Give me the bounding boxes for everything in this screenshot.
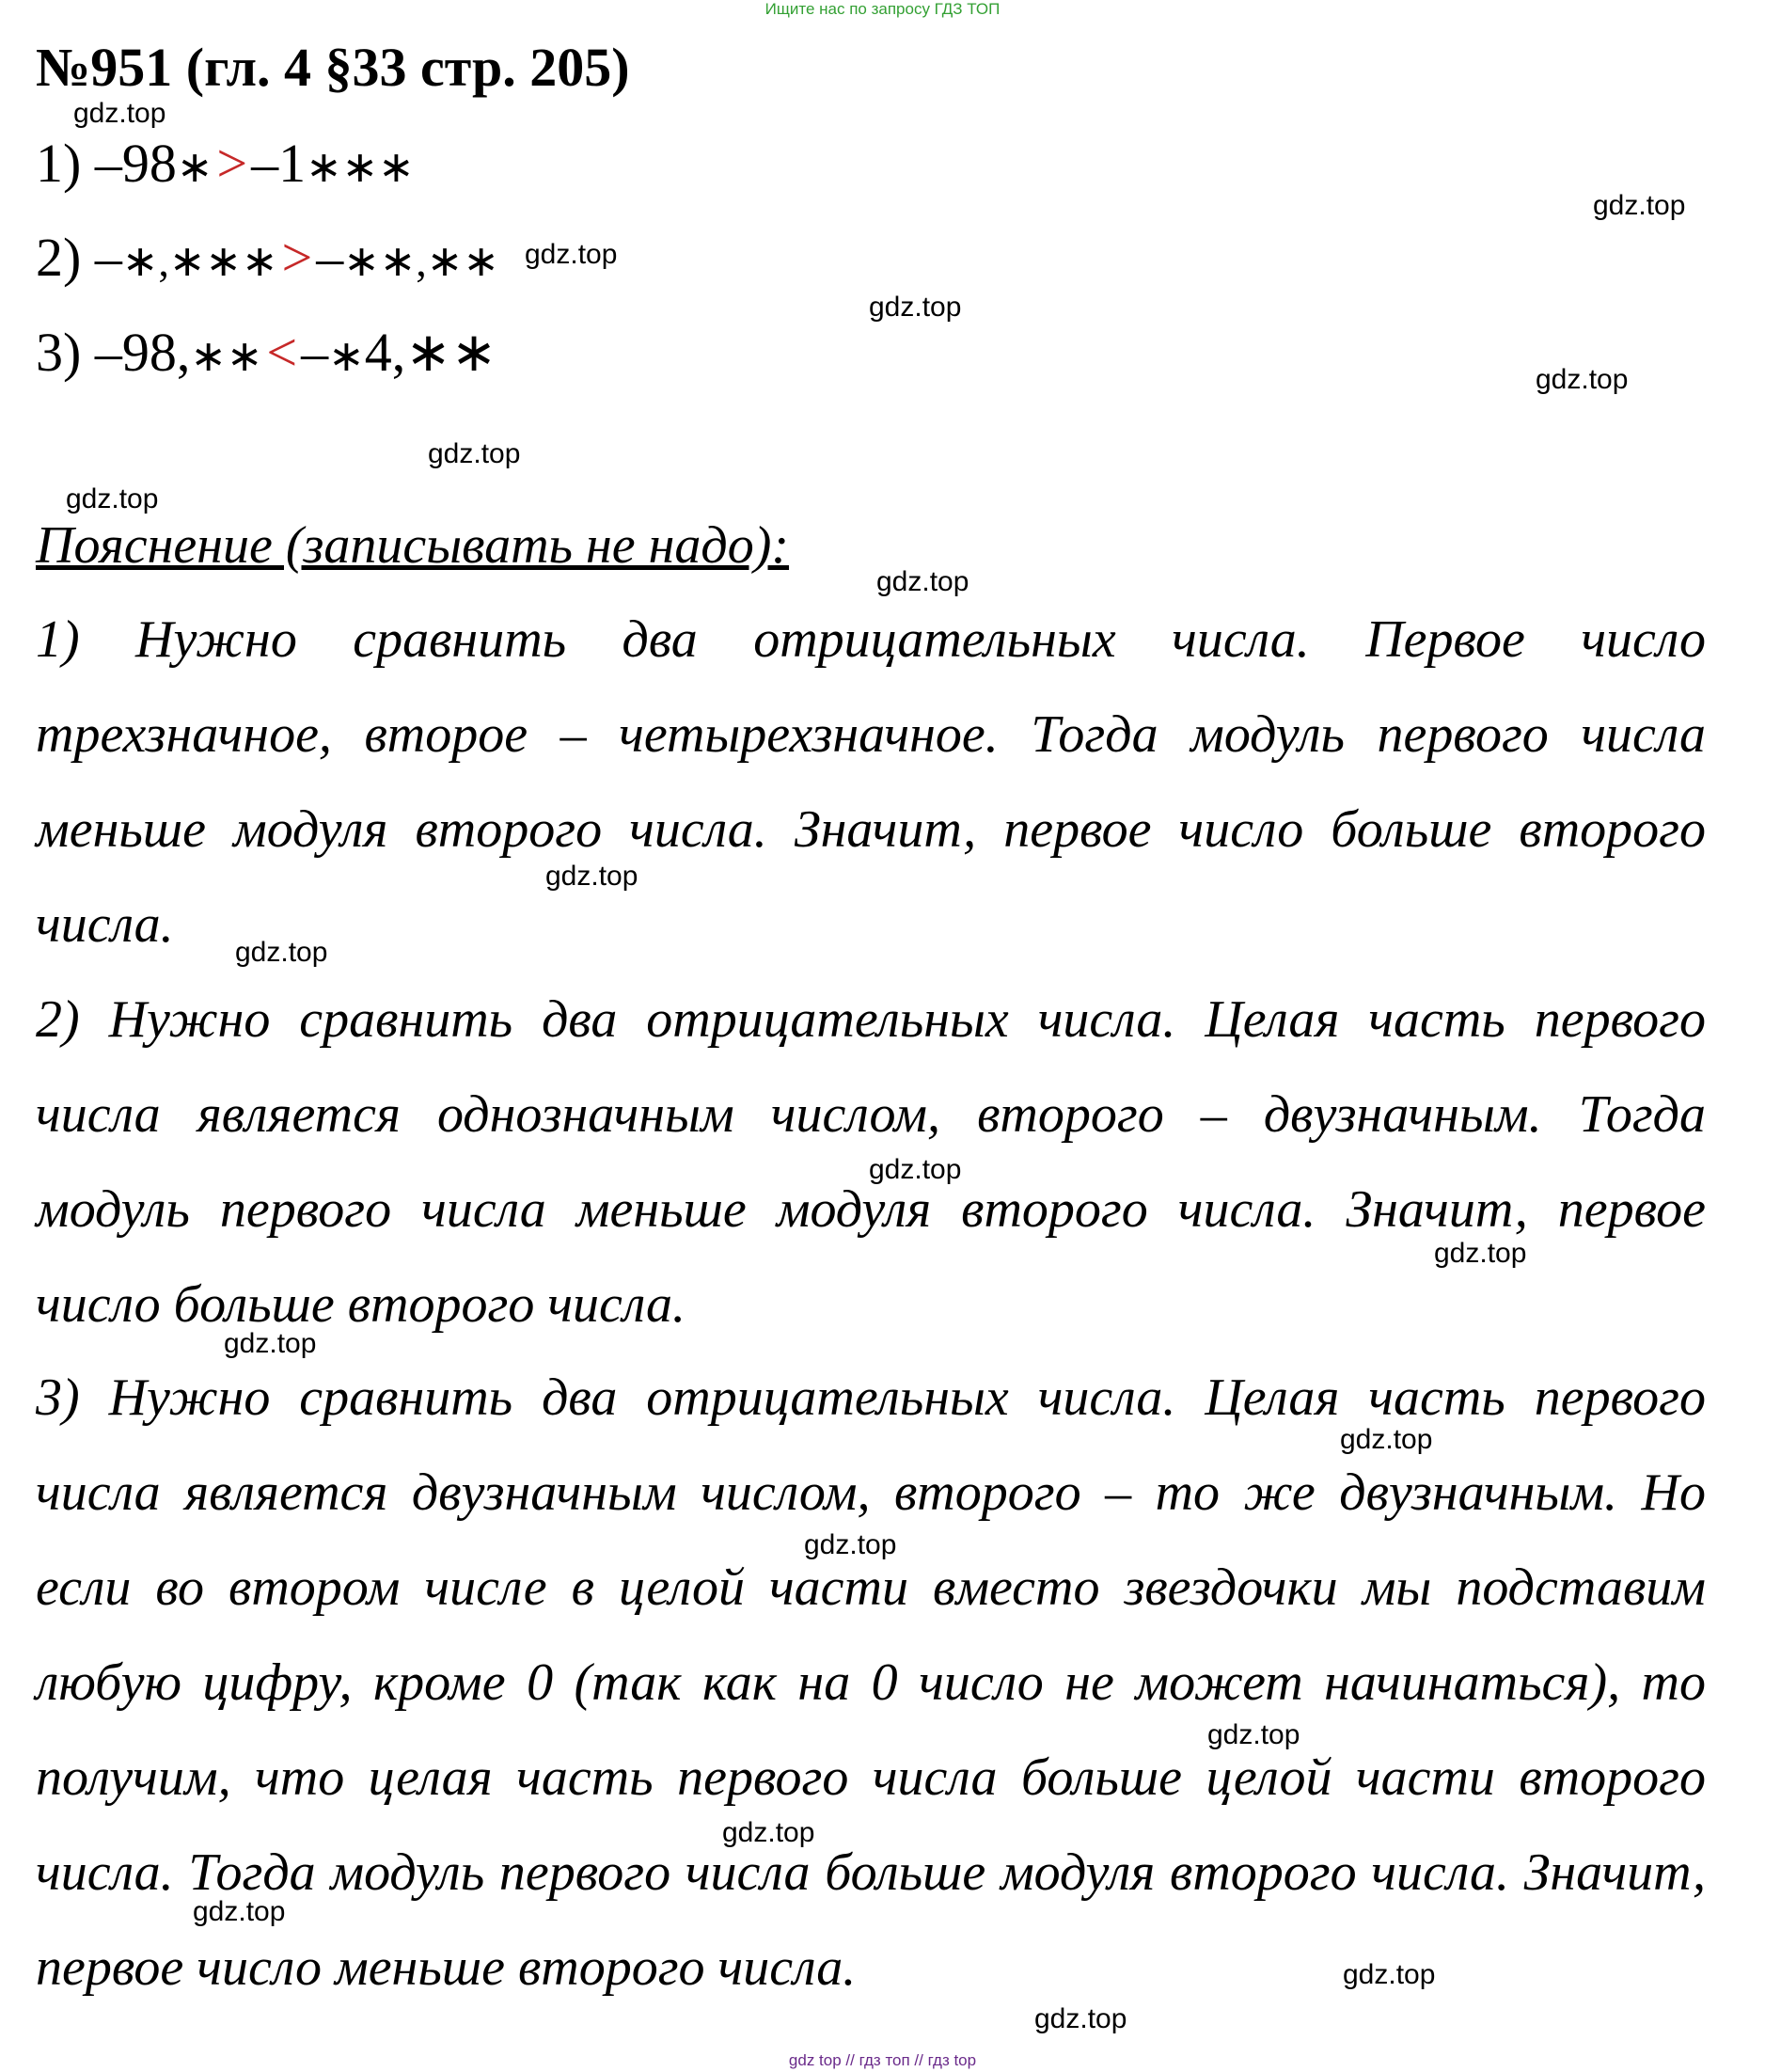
answer-number: 2) –: [36, 227, 122, 288]
watermark: gdz.top: [224, 1328, 317, 1359]
stars: ∗: [176, 143, 213, 191]
answer-line-1: [36, 132, 415, 195]
answer-part: –: [316, 227, 344, 288]
stars: ∗: [328, 332, 365, 380]
watermark: gdz.top: [428, 438, 521, 469]
watermark: gdz.top: [1434, 1238, 1527, 1269]
explanation-paragraph-3: 3) Нужно сравнить два отрицательных числа. Целая часть первого числа является двузначным числом, второго – то же двузначным. Но если во втором числе в целой части вместо звездочки мы подставим любую цифру, кроме 0 (так как на 0 число не может начинаться), то получим, что целая часть первого числа больше целой части второго числа. Тогда модуль первого числа больше модуля второго числа. Значит, первое число меньше второго числа.: [36, 1368, 1706, 1997]
watermark: gdz.top: [869, 292, 962, 323]
top-banner: Ищите нас по запросу ГДЗ ТОП: [764, 0, 1001, 18]
stars: ∗,∗∗∗: [121, 237, 278, 285]
watermark: gdz.top: [876, 566, 969, 597]
stars: ∗∗∗: [306, 143, 415, 191]
footer: gdz top // гдз топ // гдз top: [788, 2051, 977, 2069]
comparison-sign: >: [281, 227, 313, 288]
watermark: gdz.top: [804, 1529, 897, 1560]
stars: ∗∗: [190, 332, 263, 380]
answer-line-3: [36, 320, 496, 384]
watermark: gdz.top: [1593, 190, 1686, 221]
answer-part: 4,∗∗: [364, 322, 497, 383]
watermark: gdz.top: [1343, 1959, 1436, 1990]
watermark: gdz.top: [1034, 2003, 1127, 2034]
stars: ∗∗,∗∗: [343, 237, 499, 285]
watermark: gdz.top: [1340, 1424, 1433, 1455]
comparison-sign: <: [266, 322, 298, 383]
watermark: gdz.top: [1207, 1719, 1300, 1750]
answer-number: 3) –98,: [36, 322, 191, 383]
answer-part: –1: [251, 133, 307, 194]
explanation-paragraph-1: 1) Нужно сравнить два отрицательных числа. Первое число трехзначное, второе – четырехзначное. Тогда модуль первого числа меньше модуля второго числа. Значит, первое число больше второго числа.: [36, 610, 1706, 954]
answer-part: –: [301, 322, 329, 383]
answer-line-2: [36, 226, 499, 289]
page-title: №951 (гл. 4 §33 стр. 205): [36, 37, 630, 98]
watermark: gdz.top: [193, 1896, 286, 1927]
comparison-sign: >: [216, 133, 248, 194]
watermark: gdz.top: [869, 1154, 962, 1185]
watermark: gdz.top: [545, 861, 638, 892]
explanation-paragraph-2: 2) Нужно сравнить два отрицательных числа. Целая часть первого числа является однозначным числом, второго – двузначным. Тогда модуль первого числа меньше модуля второго числа. Значит, первое число больше второго числа.: [36, 990, 1706, 1334]
watermark: gdz.top: [1536, 364, 1629, 395]
watermark: gdz.top: [722, 1817, 815, 1848]
watermark: gdz.top: [235, 937, 328, 968]
watermark: gdz.top: [73, 98, 166, 129]
watermark: gdz.top: [525, 239, 618, 270]
answer-number: 1) –98: [36, 133, 177, 194]
explanation-heading: Пояснение (записывать не надо):: [36, 516, 790, 575]
watermark: gdz.top: [66, 483, 159, 514]
